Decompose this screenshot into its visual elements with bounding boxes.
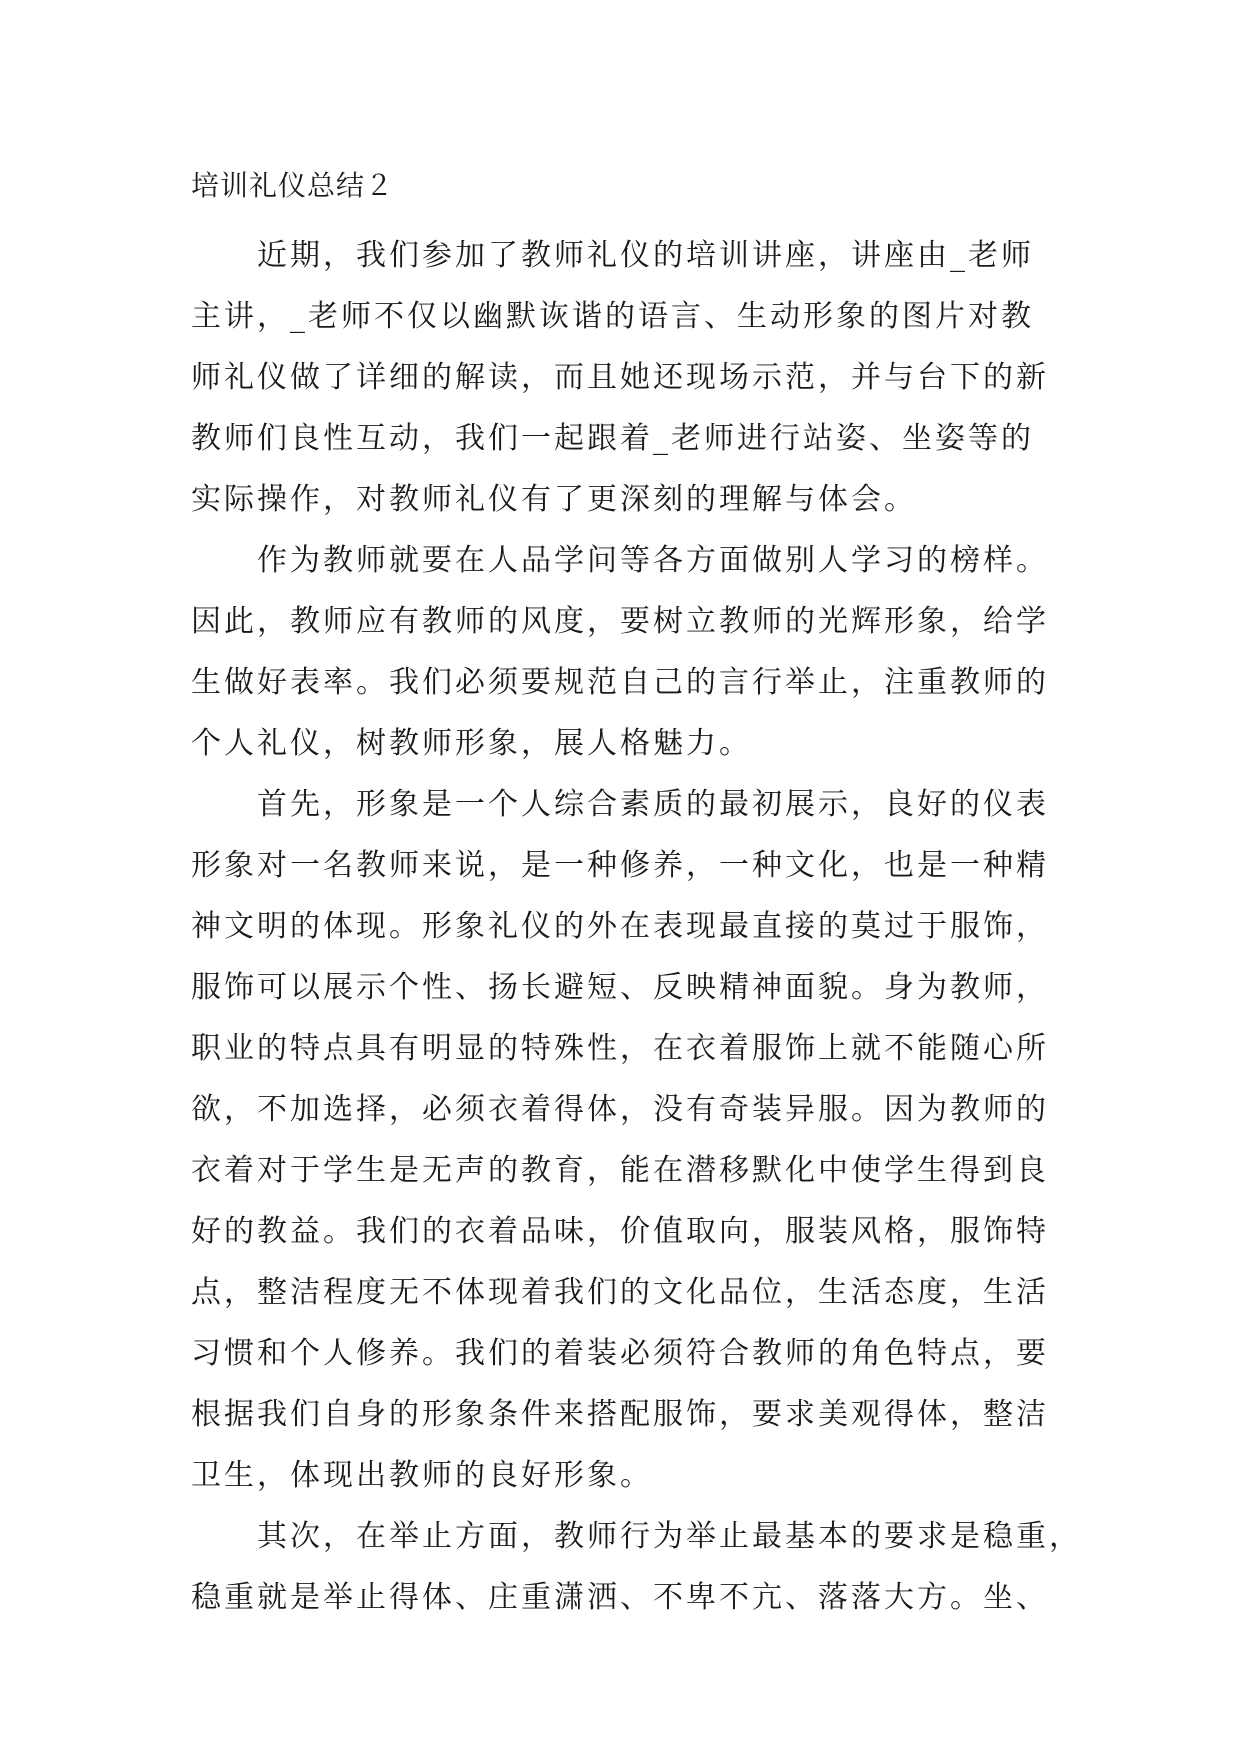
- text-line: 生做好表率。我们必须要规范自己的言行举止，注重教师的: [191, 665, 1049, 700]
- text-line: 作为教师就要在人品学问等各方面做别人学习的榜样。: [257, 543, 1049, 578]
- text-line: 主讲，_老师不仅以幽默诙谐的语言、生动形象的图片对教: [191, 299, 1034, 334]
- paragraph-behavior: [191, 1506, 1082, 1628]
- text-line: 服饰可以展示个性、扬长避短、反映精神面貌。身为教师，: [191, 970, 1049, 1005]
- paragraph-teacher-role-model: [191, 530, 1051, 774]
- text-line: 实际操作，对教师礼仪有了更深刻的理解与体会。: [191, 482, 917, 517]
- text-line: 教师们良性互动，我们一起跟着_老师进行站姿、坐姿等的: [191, 421, 1034, 456]
- text-line: 衣着对于学生是无声的教育，能在潜移默化中使学生得到良: [191, 1153, 1049, 1188]
- text-line: 近期，我们参加了教师礼仪的培训讲座，讲座由_老师: [257, 238, 1034, 273]
- text-line: 好的教益。我们的衣着品味，价值取向，服装风格，服饰特: [191, 1214, 1049, 1249]
- text-line: 神文明的体现。形象礼仪的外在表现最直接的莫过于服饰，: [191, 909, 1049, 944]
- paragraph-training-intro: [191, 225, 1051, 530]
- text-line: 欲，不加选择，必须衣着得体，没有奇装异服。因为教师的: [191, 1092, 1049, 1127]
- text-line: 职业的特点具有明显的特殊性，在衣着服饰上就不能随心所: [191, 1031, 1049, 1066]
- text-line: 其次，在举止方面，教师行为举止最基本的要求是稳重，: [257, 1519, 1082, 1554]
- text-line: 师礼仪做了详细的解读，而且她还现场示范，并与台下的新: [191, 360, 1049, 395]
- paragraph-image-attire: [191, 774, 1051, 1506]
- text-line: 习惯和个人修养。我们的着装必须符合教师的角色特点，要: [191, 1336, 1049, 1371]
- text-line: 因此，教师应有教师的风度，要树立教师的光辉形象，给学: [191, 604, 1049, 639]
- text-line: 卫生，体现出教师的良好形象。: [191, 1458, 653, 1493]
- text-line: 个人礼仪，树教师形象，展人格魅力。: [191, 726, 752, 761]
- text-line: 点，整洁程度无不体现着我们的文化品位，生活态度，生活: [191, 1275, 1049, 1310]
- text-line: 形象对一名教师来说，是一种修养，一种文化，也是一种精: [191, 848, 1049, 883]
- text-line: 首先，形象是一个人综合素质的最初展示，良好的仪表: [257, 787, 1049, 822]
- document-body: [191, 225, 1082, 1628]
- text-line: 根据我们自身的形象条件来搭配服饰，要求美观得体，整洁: [191, 1397, 1049, 1432]
- document-title: 培训礼仪总结２: [191, 169, 395, 202]
- text-line: 稳重就是举止得体、庄重潇洒、不卑不亢、落落大方。坐、: [191, 1580, 1049, 1615]
